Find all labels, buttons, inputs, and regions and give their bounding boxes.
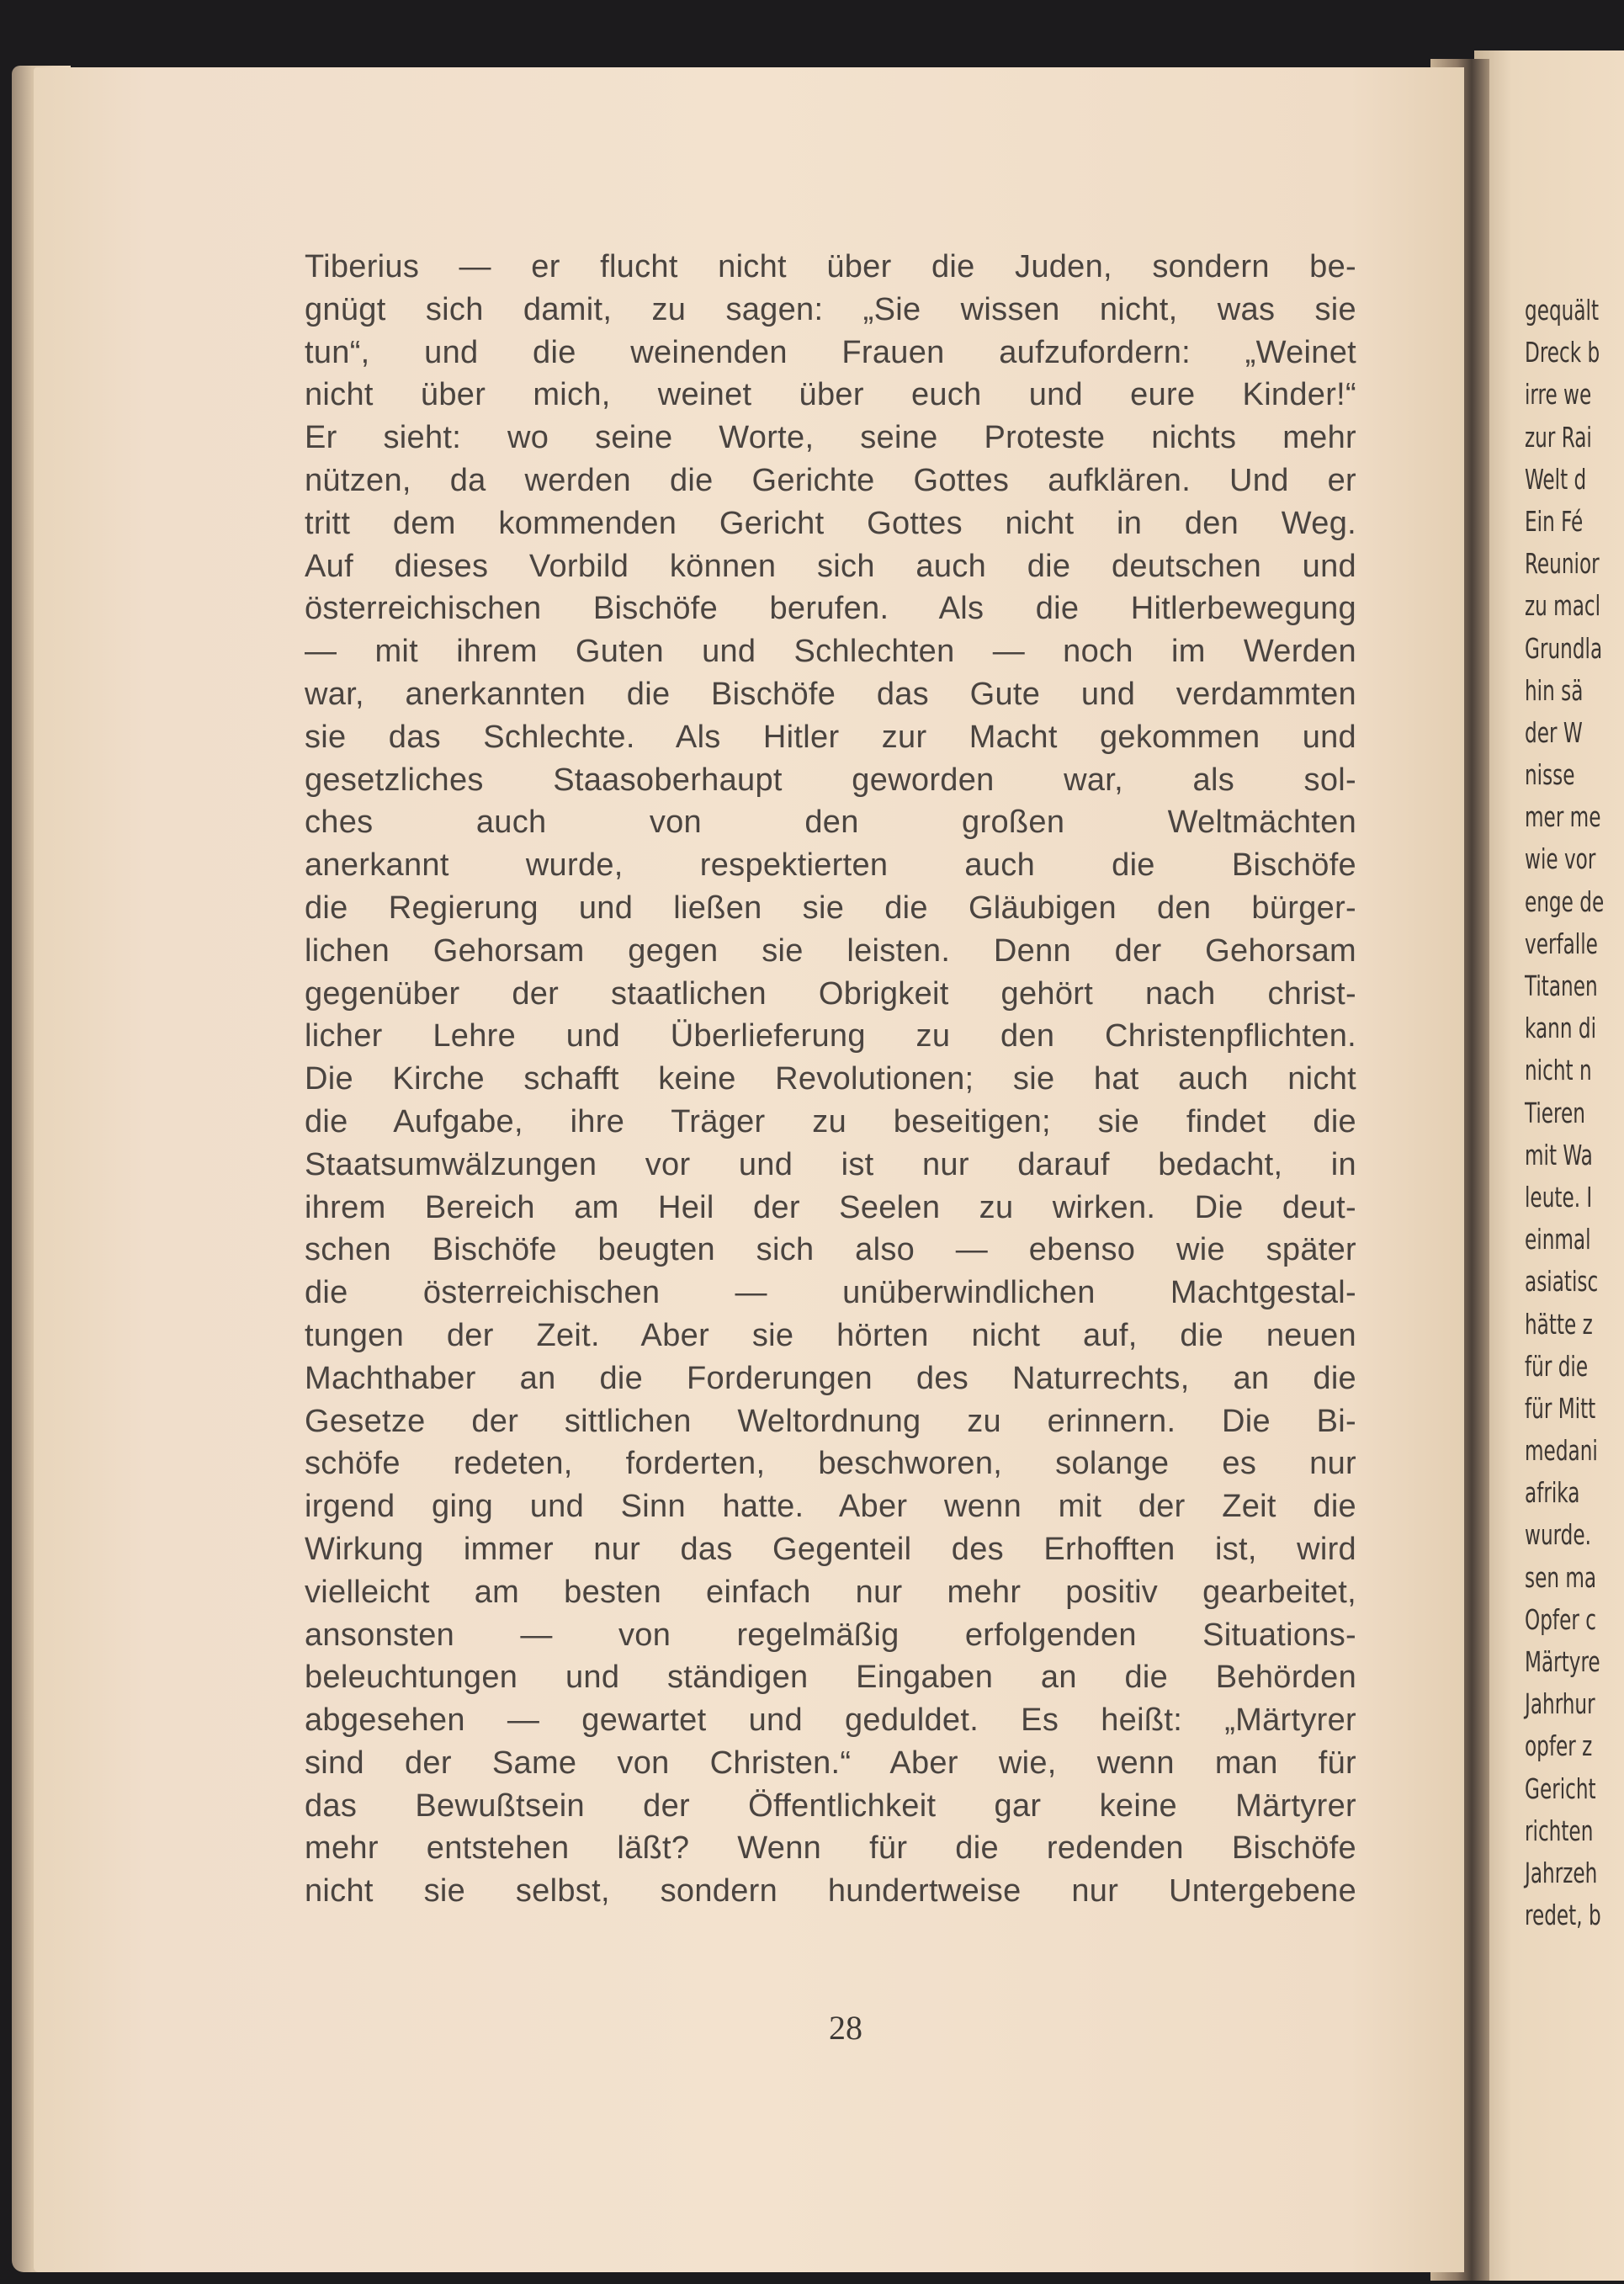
- facing-text-line: leute. I: [1525, 1180, 1593, 1214]
- text-line: ansonsten — von regelmäßig erfolgenden Situations-: [305, 1617, 1356, 1653]
- facing-text-line: Titanen: [1525, 969, 1598, 1002]
- facing-text-line: nisse: [1525, 758, 1575, 792]
- facing-text-line: Opfer c: [1525, 1602, 1596, 1636]
- text-line: nützen, da werden die Gerichte Gottes aufklären. Und er: [305, 462, 1356, 498]
- facing-text-line: Ein Fé: [1525, 504, 1584, 538]
- facing-text-line: Tieren: [1525, 1096, 1585, 1129]
- facing-text-line: opfer z: [1525, 1729, 1593, 1763]
- text-line: gesetzliches Staasoberhaupt geworden war, als sol-: [305, 762, 1356, 798]
- text-line: nicht sie selbst, sondern hundertweise nur Untergebene: [305, 1873, 1356, 1910]
- text-line: tun“, und die weinenden Frauen aufzufordern: „Weinet: [305, 334, 1356, 370]
- facing-text-line: nicht n: [1525, 1054, 1592, 1087]
- facing-text-line: irre we: [1525, 378, 1592, 412]
- text-line: licher Lehre und Überlieferung zu den Christenpflichten.: [305, 1018, 1356, 1054]
- facing-text-line: richten: [1525, 1814, 1594, 1847]
- text-line: schen Bischöfe beugten sich also — ebenso wie später: [305, 1232, 1356, 1268]
- text-line: ches auch von den großen Weltmächten: [305, 805, 1356, 841]
- text-line: abgesehen — gewartet und geduldet. Es heißt: „Märtyrer: [305, 1702, 1356, 1739]
- text-line: anerkannt wurde, respektierten auch die Bischöfe: [305, 847, 1356, 884]
- text-line: beleuchtungen und ständigen Eingaben an die Behörden: [305, 1660, 1356, 1696]
- facing-text-line: Reunior: [1525, 547, 1600, 581]
- text-line: die österreichischen — unüberwindlichen Machtgestal-: [305, 1275, 1356, 1311]
- facing-text-line: mer me: [1525, 800, 1601, 834]
- facing-page: [1474, 50, 1624, 2281]
- text-line: Machthaber an die Forderungen des Naturrechts, an die: [305, 1360, 1356, 1396]
- text-line: das Bewußtsein der Öffentlichkeit gar keine Märtyrer: [305, 1787, 1356, 1824]
- text-line: Auf dieses Vorbild können sich auch die deutschen und: [305, 548, 1356, 584]
- facing-text-line: Gericht: [1525, 1771, 1596, 1805]
- text-line: ihrem Bereich am Heil der Seelen zu wirken. Die deut-: [305, 1189, 1356, 1225]
- text-line: mehr entstehen läßt? Wenn für die redenden Bischöfe: [305, 1830, 1356, 1867]
- facing-text-line: für Mitt: [1525, 1391, 1596, 1425]
- facing-text-line: hin sä: [1525, 673, 1584, 707]
- text-line: tritt dem kommenden Gericht Gottes nicht in den Weg.: [305, 505, 1356, 541]
- text-line: Staatsumwälzungen vor und ist nur darauf bedacht, in: [305, 1146, 1356, 1182]
- text-line: gegenüber der staatlichen Obrigkeit gehört nach christ-: [305, 975, 1356, 1012]
- text-line: irgend ging und Sinn hatte. Aber wenn mit der Zeit die: [305, 1489, 1356, 1525]
- page-number: 28: [829, 2009, 862, 2047]
- facing-text-line: sen ma: [1525, 1560, 1597, 1594]
- text-line: die Regierung und ließen sie die Gläubigen den bürger-: [305, 890, 1356, 926]
- facing-text-line: medani: [1525, 1434, 1598, 1468]
- text-line: Gesetze der sittlichen Weltordnung zu erinnern. Die Bi-: [305, 1403, 1356, 1439]
- page-body-text: [305, 246, 1356, 1913]
- text-line: Die Kirche schafft keine Revolutionen; sie hat auch nicht: [305, 1061, 1356, 1097]
- text-line: Wirkung immer nur das Gegenteil des Erhofften ist, wird: [305, 1531, 1356, 1567]
- facing-page-text: [1525, 289, 1616, 1936]
- text-line: Tiberius — er flucht nicht über die Juden, sondern be-: [305, 249, 1356, 284]
- facing-text-line: einmal: [1525, 1223, 1591, 1256]
- facing-text-line: asiatisc: [1525, 1265, 1599, 1299]
- text-line: die Aufgabe, ihre Träger zu beseitigen; sie findet die: [305, 1103, 1356, 1139]
- facing-text-line: der W: [1525, 715, 1583, 749]
- text-line: lichen Gehorsam gegen sie leisten. Denn der Gehorsam: [305, 932, 1356, 969]
- facing-text-line: enge de: [1525, 884, 1605, 918]
- facing-text-line: kann di: [1525, 1012, 1597, 1045]
- text-line: österreichischen Bischöfe berufen. Als die Hitlerbewegung: [305, 591, 1356, 627]
- facing-text-line: Grundla: [1525, 631, 1603, 665]
- facing-text-line: afrika: [1525, 1476, 1580, 1510]
- facing-text-line: redet, b: [1525, 1899, 1601, 1932]
- text-line: sie das Schlechte. Als Hitler zur Macht gekommen und: [305, 719, 1356, 755]
- facing-text-line: für die: [1525, 1349, 1589, 1383]
- text-line: gnügt sich damit, zu sagen: „Sie wissen nicht, was sie: [305, 291, 1356, 327]
- text-line: vielleicht am besten einfach nur mehr positiv gearbeitet,: [305, 1574, 1356, 1610]
- text-line: sind der Same von Christen.“ Aber wie, wenn man für: [305, 1745, 1356, 1781]
- text-line: nicht über mich, weinet über euch und eure Kinder!“: [305, 377, 1356, 413]
- facing-text-line: Jahrzeh: [1525, 1856, 1598, 1889]
- facing-text-line: zu macl: [1525, 589, 1601, 623]
- facing-text-line: gequält: [1525, 294, 1600, 327]
- facing-text-line: verfalle: [1525, 927, 1598, 960]
- text-line: tungen der Zeit. Aber sie hörten nicht auf, die neuen: [305, 1317, 1356, 1353]
- facing-text-line: wie vor: [1525, 842, 1596, 876]
- facing-text-line: Dreck b: [1525, 336, 1600, 369]
- facing-text-line: Jahrhur: [1525, 1687, 1595, 1721]
- text-line: — mit ihrem Guten und Schlechten — noch im Werden: [305, 634, 1356, 670]
- facing-text-line: Welt d: [1525, 462, 1587, 496]
- text-line: Er sieht: wo seine Worte, seine Proteste nichts mehr: [305, 420, 1356, 456]
- text-line: schöfe redeten, forderten, beschworen, solange es nur: [305, 1446, 1356, 1482]
- facing-text-line: zur Rai: [1525, 420, 1592, 454]
- facing-text-line: hätte z: [1525, 1307, 1593, 1341]
- facing-text-line: mit Wa: [1525, 1138, 1593, 1171]
- text-line: war, anerkannten die Bischöfe das Gute und verdammten: [305, 676, 1356, 712]
- facing-text-line: wurde.: [1525, 1518, 1591, 1552]
- facing-text-line: Märtyre: [1525, 1645, 1600, 1678]
